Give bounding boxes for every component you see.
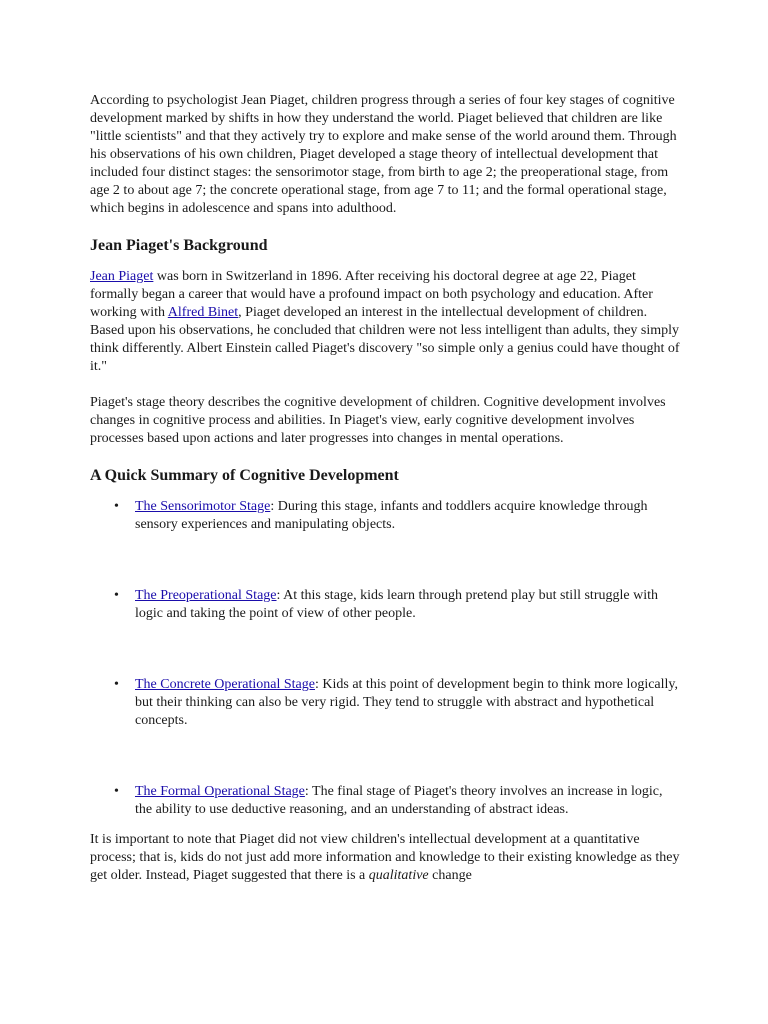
bullet-icon: • <box>114 588 119 603</box>
background-paragraph <box>90 268 680 376</box>
closing-text-2: change <box>428 868 472 883</box>
formal-operational-stage-text: : The final stage of Piaget's theory involves an increase in logic, the ability to use deductive reasoning, and an understanding of abstract ideas. <box>135 784 663 817</box>
theory-paragraph: Piaget's stage theory describes the cognitive development of children. Cognitive development involves changes in cognitive process and abilities. In Piaget's view, early cognitive development involves processes based upon actions and later progresses into changes in mental operations. <box>90 395 666 446</box>
bullet-icon: • <box>114 677 119 692</box>
stages-list <box>90 498 680 819</box>
concrete-operational-stage-link[interactable]: The Concrete Operational Stage <box>135 677 315 692</box>
alfred-binet-link[interactable]: Alfred Binet <box>167 305 239 320</box>
summary-heading: A Quick Summary of Cognitive Development <box>90 467 399 484</box>
preoperational-stage-link[interactable]: The Preoperational Stage <box>135 588 277 603</box>
closing-paragraph <box>90 831 680 885</box>
bullet-icon: • <box>114 499 119 514</box>
jean-piaget-link[interactable]: Jean Piaget <box>90 269 154 284</box>
preoperational-stage-text: : At this stage, kids learn through pretend play but still struggle with logic and taking the point of view of other people. <box>135 588 658 621</box>
list-item-formal-operational <box>90 783 680 819</box>
list-item-concrete-operational <box>90 676 680 730</box>
bullet-icon: • <box>114 784 119 799</box>
list-item-preoperational <box>90 587 680 623</box>
formal-operational-stage-link[interactable]: The Formal Operational Stage <box>135 784 305 799</box>
document-page <box>90 92 680 903</box>
list-item-sensorimotor <box>90 498 680 534</box>
intro-paragraph: According to psychologist Jean Piaget, children progress through a series of four key stages of cognitive development marked by shifts in how they understand the world. Piaget believed that children are like "little scientists" and that they actively try to explore and make sense of the world around them. Through his observations of his own children, Piaget developed a stage theory of intellectual development that included four distinct stages: the sensorimotor stage, from birth to age 2; the preoperational stage, from age 2 to about age 7; the concrete operational stage, from age 7 to 11; and the formal operational stage, which begins in adolescence and spans into adulthood. <box>90 93 677 216</box>
closing-text-1: It is important to note that Piaget did not view children's intellectual development at a quantitative process; that is, kids do not just add more information and knowledge to their existing knowledge as they get older. Instead, Piaget suggested that there is a <box>90 832 680 883</box>
concrete-operational-stage-text: : Kids at this point of development begin to think more logically, but their thinking can also be very rigid. They tend to struggle with abstract and hypothetical concepts. <box>135 677 679 728</box>
sensorimotor-stage-text: : During this stage, infants and toddlers acquire knowledge through sensory experiences and manipulating objects. <box>135 499 648 532</box>
sensorimotor-stage-link[interactable]: The Sensorimotor Stage <box>135 499 271 514</box>
background-text-1: was born in Switzerland in 1896. After receiving his doctoral degree at age 22, Piaget formally began a career that would have a profound impact on both psychology and education. After working with <box>90 269 653 320</box>
background-text-2: , Piaget developed an interest in the intellectual development of children. Based upon his observations, he concluded that children were not less intelligent than adults, they simply think differently. Albert Einstein called Piaget's discovery "so simple only a genius could have thought of it." <box>90 305 680 374</box>
background-heading: Jean Piaget's Background <box>90 237 268 254</box>
qualitative-emphasis: qualitative <box>368 868 429 883</box>
